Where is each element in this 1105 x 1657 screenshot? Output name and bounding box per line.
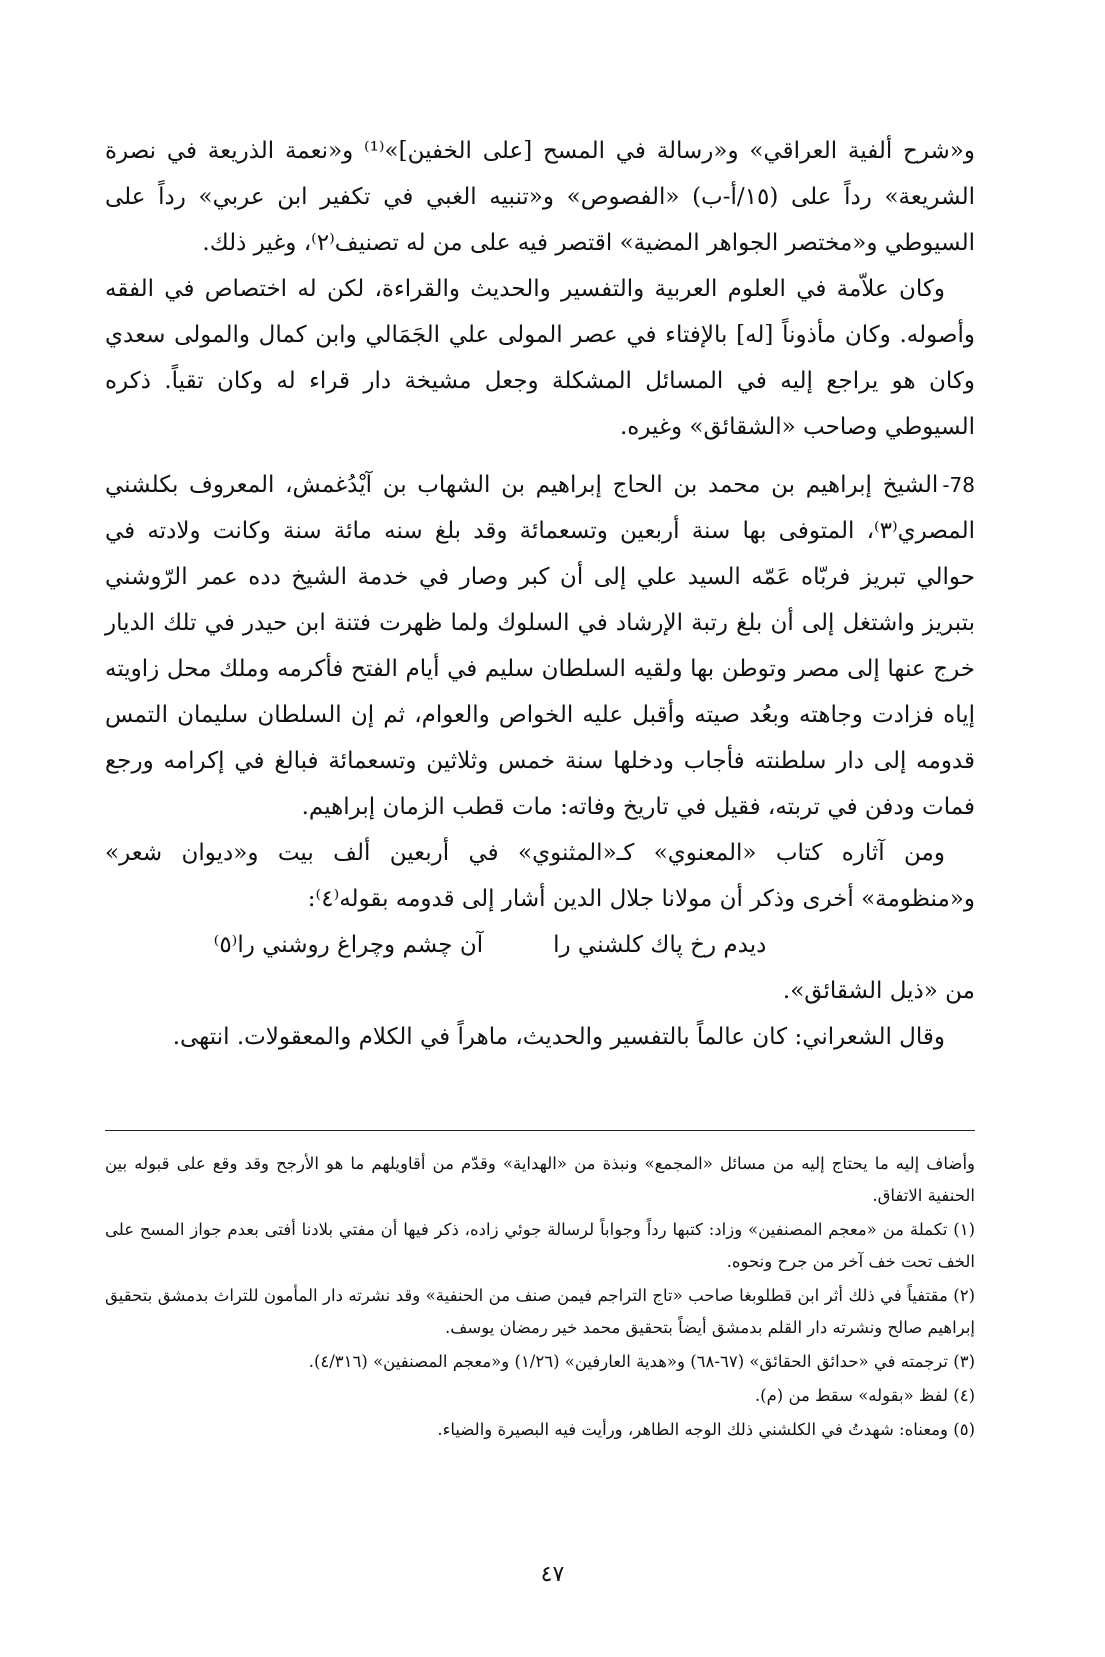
footnotes (105, 1148, 975, 1448)
verse-first-hemistich: ديدم رخ پاك كلشني را (553, 932, 767, 958)
footnote-4: (٤) لفظ «بقوله» سقط من (م). (754, 1386, 975, 1405)
paragraph-scholar-description: وكان علاّمة في العلوم العربية والتفسير والحديث والقراءة، لكن له اختصاص في الفقه وأصوله. وكان مأذوناً [له] بالإفتاء في عصر المولى علي الجَمَالي وابن كمال والمولى سعدي وكان هو يراجع إليه في المسائل المشكلة وجعل مشيخة دار قراء له وكان تقياً. ذكره السيوطي وصاحب «الشقائق» وغيره. (105, 276, 975, 440)
paragraph-works: ومن آثاره كتاب «المعنوي» كـ«المثنوي» في أربعين ألف بيت و«ديوان شعر» و«منظومة» أخرى وذكر أن مولانا جلال الدين أشار إلى قدومه بقوله⁽٤⁾: (105, 840, 975, 912)
footnote-separator (105, 1130, 975, 1131)
paragraph-works-list: و«شرح ألفية العراقي» و«رسالة في المسح [على الخفين]»⁽¹⁾ و«نعمة الذريعة في نصرة الشريعة» رداً على (١٥/أ-ب) «الفصوص» و«تنبيه الغبي في تكفير ابن عربي» رداً على السيوطي و«مختصر الجواهر المضية» اقتصر فيه على من له تصنيف⁽٢⁾، وغير ذلك. (105, 138, 975, 256)
footnote-2: (٢) مقتفياً في ذلك أثر ابن قطلوبغا صاحب «تاج التراجم فيمن صنف من الحنفية» وقد نشرته دار المأمون للتراث بدمشق بتحقيق إبراهيم صالح ونشرته دار القلم بدمشق أيضاً بتحقيق محمد خير رمضان يوسف. (105, 1286, 975, 1337)
main-text (105, 128, 975, 1060)
footnote-5: (٥) ومعناه: شهدتُ في الكلشني ذلك الوجه الطاهر، ورأيت فيه البصيرة والضياء. (437, 1420, 975, 1439)
biography-entry-78 (105, 462, 975, 830)
footnote-continuation: وأضاف إليه ما يحتاج إليه من مسائل «المجمع» ونبذة من «الهداية» وقدّم من أقاويلهم ما هو الأرجح وقد وقع على قبوله بين الحنفية الاتفاق. (105, 1154, 975, 1205)
entry-number: 78- (942, 473, 975, 497)
verse-second-hemistich: آن چشم وچراغ روشني را⁽٥⁾ (213, 932, 484, 958)
footnote-3: (٣) ترجمته في «حدائق الحقائق» (٦٧-٦٨) و«هدية العارفين» (١/٢٦) و«معجم المصنفين» (٤/٣١٦). (308, 1352, 975, 1371)
closing-paragraph: وقال الشعراني: كان عالماً بالتفسير والحديث، ماهراً في الكلام والمعقولات. انتهى. (172, 1024, 945, 1050)
footnote-1: (١) تكملة من «معجم المصنفين» وزاد: كتبها رداً وجواباً لرسالة جوئي زاده، ذكر فيها أن مفتي بلادنا أفتى بعدم جواز المسح على الخف تحت خف آخر من جرح ونحوه. (105, 1220, 975, 1271)
page-number: ٤٧ (540, 1562, 565, 1587)
source-line: من «ذيل الشقائق». (782, 978, 975, 1004)
persian-verse (105, 922, 975, 968)
entry-text: الشيخ إبراهيم بن محمد بن الحاج إبراهيم بن الشهاب بن آيْدُغمش، المعروف بكلشني المصري⁽٣⁾، المتوفى بها سنة أربعين وتسعمائة وقد بلغ سنه مائة سنة وكانت ولادته في حوالي تبريز فربّاه عَمّه السيد علي إلى أن كبر وصار في خدمة الشيخ دده عمر الرّوشني بتبريز واشتغل إلى أن بلغ رتبة الإرشاد في السلوك ولما ظهرت فتنة ابن حيدر في تلك الديار خرج عنها إلى مصر وتوطن بها ولقيه السلطان سليم في أيام الفتح فأكرمه وملك محل زاويته إياه فزادت وجاهته وبعُد صيته وأقبل عليه الخواص والعوام، ثم إن السلطان سليمان التمس قدومه إلى دار سلطنته فأجاب ودخلها سنة خمس وثلاثين وتسعمائة فبالغ في إكرامه ورجع فمات ودفن في تربته، فقيل في تاريخ وفاته: مات قطب الزمان إبراهيم. (105, 472, 975, 820)
